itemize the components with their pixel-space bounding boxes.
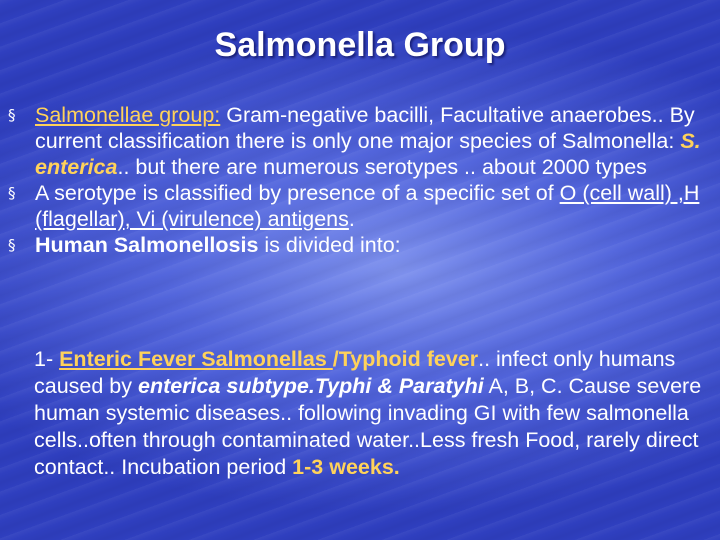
incubation-period: 1-3 weeks. xyxy=(292,455,400,479)
term-human-salmonellosis: Human Salmonellosis xyxy=(35,233,259,257)
slide-title: Salmonella Group xyxy=(214,26,506,64)
species-name: S. enterica xyxy=(35,129,701,179)
bullet-text: A serotype is classified by presence of a specific set of xyxy=(35,181,560,205)
bullet-text: is divided into: xyxy=(258,233,401,257)
enteric-fever-paragraph xyxy=(34,346,714,481)
bullet-text: .. but there are numerous serotypes .. about 2000 types xyxy=(117,155,647,179)
bullet-marker-icon: § xyxy=(8,184,16,202)
bullet-item-human-salmonellosis xyxy=(8,232,714,258)
antigens-text: O (cell wall) ,H (flagellar), Vi (virulence) antigens xyxy=(35,181,700,231)
paragraph-text: A, B, C. Cause severe human systemic diseases.. following invading GI with few salmonella cells..often through contaminated water..Less fresh Food, rarely direct contact.. Incubation period xyxy=(34,374,702,479)
typhoid-fever-heading: /Typhoid fever xyxy=(332,347,479,371)
bullet-marker-icon: § xyxy=(8,106,16,124)
bullet-text: Gram-negative bacilli, Facultative anaerobes.. By current classification there is only one major species of Salmonella: xyxy=(35,103,695,153)
bullet-list xyxy=(8,102,714,258)
bullet-text: . xyxy=(348,207,355,231)
term-salmonellae-group: Salmonellae group: xyxy=(35,103,221,127)
paragraph-prefix: 1- xyxy=(34,347,60,371)
bullet-marker-icon: § xyxy=(8,236,16,254)
bullet-item-salmonellae-group xyxy=(8,102,714,180)
enteric-fever-heading: Enteric Fever Salmonellas xyxy=(59,347,333,371)
bullet-item-serotype xyxy=(8,180,714,232)
paragraph-text: .. infect only humans caused by xyxy=(34,347,676,398)
subtype-name: enterica subtype.Typhi & Paratyhi xyxy=(137,374,484,398)
